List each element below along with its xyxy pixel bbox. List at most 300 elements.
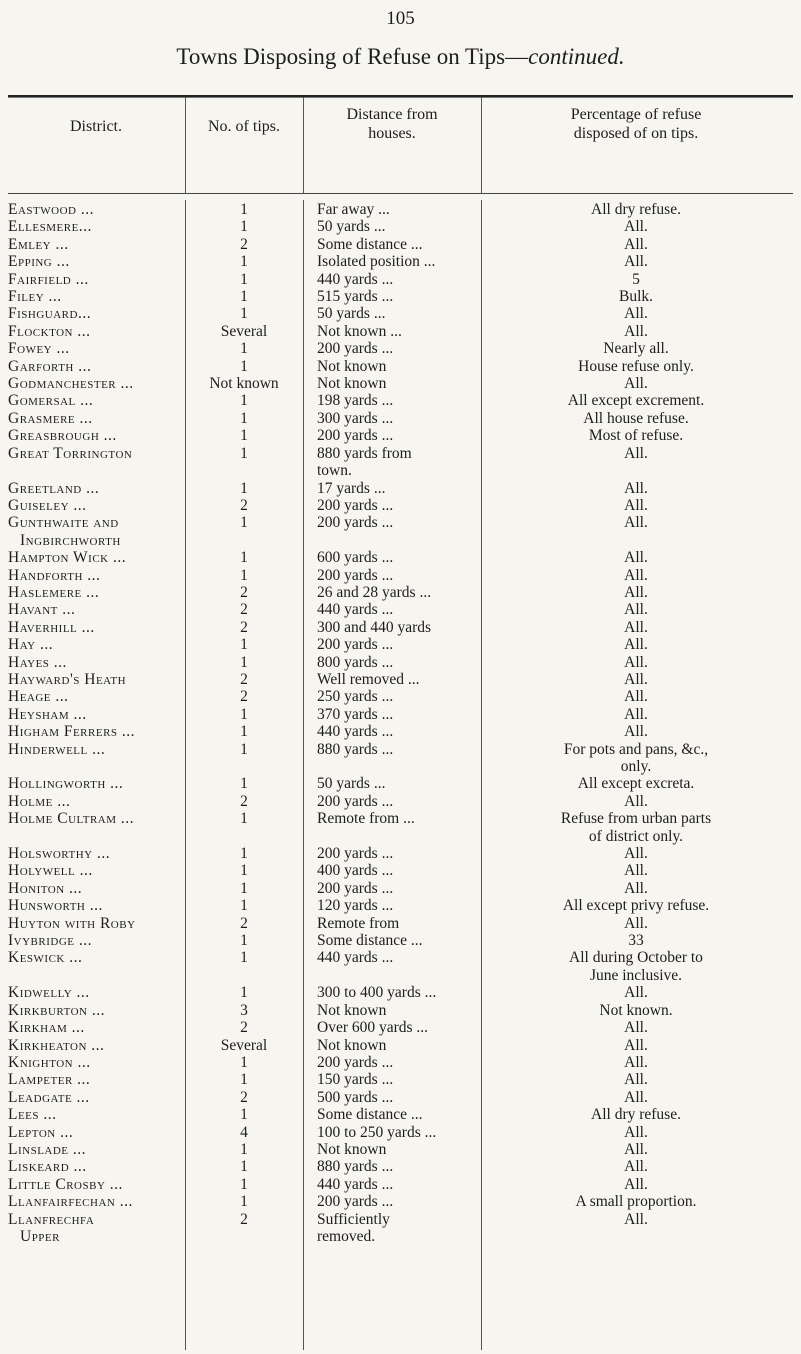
distance-cell (303, 288, 481, 305)
district-cell-line: Lees ... (8, 1106, 57, 1124)
tips-cell: 2 (240, 496, 248, 514)
distance-cell-line: Some distance ... (317, 1106, 423, 1124)
percentage-cell-line: All. (624, 670, 648, 688)
page-number: 105 (386, 8, 415, 29)
percentage-cell (481, 1176, 791, 1193)
percentage-cell-line: All. (624, 253, 648, 271)
percentage-cell-line: All. (624, 705, 648, 723)
percentage-cell (481, 497, 791, 514)
table-row (0, 253, 801, 270)
table-row (0, 305, 801, 322)
percentage-cell-line: All. (624, 688, 648, 706)
district-cell (0, 706, 185, 723)
distance-cell-line: 300 and 440 yards (317, 618, 432, 636)
header-distance (303, 105, 481, 143)
table-body (0, 201, 801, 1245)
tips-cell: 1 (240, 705, 248, 723)
district-cell-line: Flockton ... (8, 322, 91, 340)
percentage-cell-line: All during October to (569, 949, 703, 967)
distance-cell-line: 100 to 250 yards ... (317, 1123, 437, 1141)
table-row (0, 201, 801, 218)
percentage-cell-line: All. (624, 322, 648, 340)
table-row (0, 862, 801, 879)
district-cell-line: Haslemere ... (8, 583, 100, 601)
percentage-cell (481, 288, 791, 305)
table-row (0, 1176, 801, 1193)
tips-cell: 1 (240, 775, 248, 793)
percentage-cell (481, 1158, 791, 1175)
tips-cell: 1 (240, 845, 248, 863)
district-cell-line: Hay ... (8, 636, 54, 654)
district-cell-line: Hayward's Heath (8, 670, 127, 688)
percentage-cell-line: All. (624, 1123, 648, 1141)
percentage-cell-line: of district only. (588, 827, 684, 845)
district-cell (0, 1211, 185, 1246)
percentage-cell-line: All. (624, 792, 648, 810)
distance-cell (303, 1019, 481, 1036)
distance-cell (303, 984, 481, 1001)
table-row (0, 723, 801, 740)
district-cell-line: Holme Cultram ... (8, 810, 135, 828)
distance-cell-line: 200 yards ... (317, 636, 394, 654)
district-cell-line: Heysham ... (8, 705, 87, 723)
tips-cell: Several (220, 1036, 268, 1054)
district-cell-line: Hunsworth ... (8, 897, 103, 915)
table-row (0, 1089, 801, 1106)
table-row (0, 288, 801, 305)
tips-cell: 1 (240, 253, 248, 271)
distance-cell-line: 50 yards ... (317, 775, 386, 793)
table-row (0, 567, 801, 584)
district-cell (0, 723, 185, 740)
percentage-cell (481, 706, 791, 723)
table-row (0, 1037, 801, 1054)
tips-cell: 1 (240, 984, 248, 1002)
tips-cell: 1 (240, 862, 248, 880)
district-cell (0, 984, 185, 1001)
distance-cell (303, 323, 481, 340)
distance-cell-line: 400 yards ... (317, 862, 394, 880)
district-cell-line: Llanfrechfa (8, 1210, 95, 1228)
tips-cell: 1 (240, 549, 248, 567)
district-cell-line: Filey ... (8, 288, 62, 306)
distance-cell (303, 741, 481, 776)
percentage-cell-line: 33 (628, 932, 644, 950)
distance-cell (303, 1176, 481, 1193)
tips-cell: 2 (240, 914, 248, 932)
district-cell (0, 1106, 185, 1123)
district-cell-line: Godmanchester ... (8, 375, 134, 393)
district-cell (0, 636, 185, 653)
distance-cell-line: 26 and 28 yards ... (317, 583, 432, 601)
percentage-cell (481, 480, 791, 497)
percentage-cell (481, 949, 791, 984)
percentage-cell-line: All. (624, 984, 648, 1002)
table-row (0, 480, 801, 497)
tips-cell: 1 (240, 723, 248, 741)
district-cell (0, 427, 185, 444)
percentage-cell-line: All. (624, 653, 648, 671)
percentage-cell-line: Bulk. (618, 288, 654, 306)
distance-cell (303, 271, 481, 288)
district-cell (0, 584, 185, 601)
header-divider (303, 97, 304, 193)
percentage-cell (481, 793, 791, 810)
percentage-cell (481, 654, 791, 671)
tips-cell: 1 (240, 479, 248, 497)
district-cell-line: Gomersal ... (8, 392, 94, 410)
percentage-cell (481, 253, 791, 270)
tips-cell: 1 (240, 444, 248, 462)
percentage-cell (481, 915, 791, 932)
percentage-cell (481, 810, 791, 845)
distance-cell-line: 200 yards ... (317, 879, 394, 897)
header-rule (8, 193, 793, 194)
tips-cell: 1 (240, 305, 248, 323)
distance-cell (303, 1037, 481, 1054)
table-row (0, 1106, 801, 1123)
distance-cell-line: 300 yards ... (317, 409, 394, 427)
tips-cell: 1 (240, 949, 248, 967)
percentage-cell-line: All. (624, 235, 648, 253)
distance-cell-line: 17 yards ... (317, 479, 386, 497)
district-cell (0, 392, 185, 409)
table-row (0, 671, 801, 688)
tips-cell: 1 (240, 1175, 248, 1193)
tips-cell: 1 (240, 897, 248, 915)
header-distance-line2: houses. (368, 125, 416, 142)
distance-cell-line: Well removed ... (317, 670, 420, 688)
header-distance-line1: Distance from (346, 106, 438, 123)
tips-cell: 1 (240, 1158, 248, 1176)
distance-cell-line: 200 yards ... (317, 845, 394, 863)
percentage-cell (481, 984, 791, 1001)
percentage-cell-line: Not known. (599, 1001, 673, 1019)
distance-cell-line: 440 yards ... (317, 1175, 394, 1193)
district-cell-line: Fowey ... (8, 340, 70, 358)
percentage-cell (481, 410, 791, 427)
district-cell-line: Garforth ... (8, 357, 92, 375)
table-row (0, 706, 801, 723)
district-cell-line: Grasmere ... (8, 409, 93, 427)
percentage-cell (481, 1019, 791, 1036)
district-cell (0, 549, 185, 566)
tips-cell: 2 (240, 670, 248, 688)
distance-cell-line: Not known (317, 375, 387, 393)
table-row (0, 845, 801, 862)
page-title (0, 44, 801, 70)
table-row (0, 984, 801, 1001)
district-cell-line: Guiseley ... (8, 496, 87, 514)
tips-cell: 1 (240, 1140, 248, 1158)
table-row (0, 793, 801, 810)
percentage-cell-line: All house refuse. (583, 409, 689, 427)
district-cell (0, 862, 185, 879)
district-cell (0, 1071, 185, 1088)
percentage-cell-line: only. (620, 758, 652, 775)
tips-cell: 1 (240, 340, 248, 358)
district-cell-line: Havant ... (8, 601, 76, 619)
distance-cell-line: 500 yards ... (317, 1088, 394, 1106)
tips-cell: 1 (240, 409, 248, 427)
percentage-cell-line: House refuse only. (578, 357, 694, 375)
table-row (0, 1019, 801, 1036)
percentage-cell (481, 636, 791, 653)
distance-cell (303, 862, 481, 879)
distance-cell (303, 514, 481, 549)
percentage-cell (481, 305, 791, 322)
tips-cell: 1 (240, 201, 248, 218)
distance-cell (303, 932, 481, 949)
tips-cell: 4 (240, 1123, 248, 1141)
district-cell (0, 1089, 185, 1106)
percentage-cell-line: All. (624, 601, 648, 619)
header-percentage-line2: disposed of on tips. (573, 125, 699, 142)
distance-cell-line: 120 yards ... (317, 897, 394, 915)
distance-cell (303, 305, 481, 322)
percentage-cell (481, 218, 791, 235)
distance-cell (303, 619, 481, 636)
tips-cell: 1 (240, 1106, 248, 1124)
distance-cell-line: 370 yards ... (317, 705, 394, 723)
table-row (0, 654, 801, 671)
percentage-cell (481, 619, 791, 636)
percentage-cell-line: All. (624, 1088, 648, 1106)
percentage-cell (481, 1211, 791, 1246)
tips-cell: 1 (240, 636, 248, 654)
distance-cell (303, 1106, 481, 1123)
percentage-cell (481, 932, 791, 949)
percentage-cell (481, 358, 791, 375)
distance-cell-line: Some distance ... (317, 932, 423, 950)
district-cell-line: Eastwood ... (8, 201, 94, 218)
percentage-cell (481, 880, 791, 897)
percentage-cell (481, 201, 791, 218)
distance-cell (303, 775, 481, 792)
district-cell-line: Haverhill ... (8, 618, 95, 636)
percentage-cell-line: All. (624, 723, 648, 741)
tips-cell: 1 (240, 740, 248, 758)
header-percentage-line1: Percentage of refuse (570, 106, 702, 123)
percentage-cell-line: Nearly all. (603, 340, 669, 358)
district-cell-line: Gunthwaite and (8, 514, 119, 532)
tips-cell: 1 (240, 392, 248, 410)
district-cell-line: Liskeard ... (8, 1158, 87, 1176)
table-row (0, 775, 801, 792)
percentage-cell-line: 5 (632, 270, 640, 288)
distance-cell (303, 880, 481, 897)
percentage-cell-line: All. (624, 636, 648, 654)
percentage-cell (481, 375, 791, 392)
distance-cell (303, 1054, 481, 1071)
distance-cell-line: 50 yards ... (317, 305, 386, 323)
district-cell-line: Keswick ... (8, 949, 83, 967)
district-cell-line: Little Crosby ... (8, 1175, 123, 1193)
distance-cell-line: Isolated position ... (317, 253, 436, 271)
table-row (0, 375, 801, 392)
title-main: Towns Disposing of Refuse on Tips— (176, 44, 529, 69)
district-cell (0, 793, 185, 810)
distance-cell (303, 723, 481, 740)
distance-cell (303, 480, 481, 497)
district-cell-line: Hayes ... (8, 653, 67, 671)
table-row (0, 410, 801, 427)
tips-cell: 1 (240, 1071, 248, 1089)
percentage-cell (481, 236, 791, 253)
district-cell-line: Linslade ... (8, 1140, 87, 1158)
district-cell-line: Upper (20, 1227, 60, 1245)
percentage-cell (481, 1071, 791, 1088)
distance-cell-line: town. (317, 462, 352, 480)
distance-cell (303, 1071, 481, 1088)
tips-cell: 2 (240, 688, 248, 706)
tips-cell: 2 (240, 1210, 248, 1228)
distance-cell (303, 1141, 481, 1158)
table-row (0, 601, 801, 618)
distance-cell-line: Not known (317, 1140, 387, 1158)
percentage-cell (481, 514, 791, 549)
table-row (0, 897, 801, 914)
percentage-cell-line: For pots and pans, &c., (563, 740, 709, 758)
distance-cell-line: removed. (317, 1227, 376, 1245)
district-cell-line: Epping ... (8, 253, 70, 271)
distance-cell (303, 445, 481, 480)
tips-cell: 2 (240, 1088, 248, 1106)
district-cell (0, 497, 185, 514)
distance-cell-line: Not known (317, 1036, 387, 1054)
distance-cell (303, 253, 481, 270)
district-cell-line: Hinderwell ... (8, 740, 106, 758)
tips-cell: 2 (240, 792, 248, 810)
distance-cell (303, 845, 481, 862)
distance-cell (303, 410, 481, 427)
tips-cell: 2 (240, 601, 248, 619)
district-cell-line: Kirkburton ... (8, 1001, 106, 1019)
percentage-cell-line: All. (624, 1175, 648, 1193)
distance-cell (303, 601, 481, 618)
distance-cell (303, 1002, 481, 1019)
district-cell (0, 288, 185, 305)
table-row (0, 514, 801, 549)
tips-cell: 2 (240, 583, 248, 601)
distance-cell-line: 880 yards ... (317, 1158, 394, 1176)
district-cell (0, 1193, 185, 1210)
distance-cell (303, 567, 481, 584)
distance-cell-line: 440 yards ... (317, 723, 394, 741)
table-row (0, 323, 801, 340)
district-cell-line: Fishguard... (8, 305, 92, 323)
tips-cell: 1 (240, 514, 248, 532)
percentage-cell (481, 392, 791, 409)
distance-cell (303, 549, 481, 566)
tips-cell: 1 (240, 288, 248, 306)
district-cell (0, 340, 185, 357)
table-row (0, 427, 801, 444)
district-cell-line: Leadgate ... (8, 1088, 90, 1106)
percentage-cell-line: All. (624, 479, 648, 497)
district-cell (0, 741, 185, 776)
district-cell-line: Huyton with Roby (8, 914, 136, 932)
tips-cell: 1 (240, 427, 248, 445)
percentage-cell-line: All. (624, 514, 648, 532)
percentage-cell-line: All. (624, 914, 648, 932)
table-top-rule (8, 95, 793, 98)
district-cell (0, 323, 185, 340)
percentage-cell (481, 427, 791, 444)
percentage-cell-line: All dry refuse. (591, 201, 681, 218)
distance-cell (303, 810, 481, 845)
distance-cell (303, 897, 481, 914)
table-row (0, 1158, 801, 1175)
percentage-cell (481, 1054, 791, 1071)
table-row (0, 880, 801, 897)
table-row (0, 392, 801, 409)
district-cell-line: Holme ... (8, 792, 71, 810)
table-row (0, 1002, 801, 1019)
percentage-cell-line: All. (624, 1036, 648, 1054)
tips-cell: Several (220, 322, 268, 340)
percentage-cell (481, 340, 791, 357)
table-row (0, 932, 801, 949)
tips-cell: 2 (240, 1019, 248, 1037)
district-cell-line: Lampeter ... (8, 1071, 91, 1089)
percentage-cell (481, 1141, 791, 1158)
percentage-cell (481, 1106, 791, 1123)
percentage-cell (481, 601, 791, 618)
percentage-cell (481, 271, 791, 288)
district-cell-line: Great Torrington (8, 444, 133, 462)
district-cell (0, 514, 185, 549)
distance-cell-line: 800 yards ... (317, 653, 394, 671)
title-continued: continued. (528, 44, 625, 69)
distance-cell-line: 200 yards ... (317, 496, 394, 514)
distance-cell-line: 200 yards ... (317, 566, 394, 584)
district-cell (0, 1054, 185, 1071)
district-cell (0, 880, 185, 897)
district-cell (0, 305, 185, 322)
distance-cell-line: 440 yards ... (317, 601, 394, 619)
distance-cell-line: 440 yards ... (317, 270, 394, 288)
district-cell-line: Ivybridge ... (8, 932, 92, 950)
distance-cell (303, 1211, 481, 1246)
percentage-cell (481, 862, 791, 879)
distance-cell-line: 440 yards ... (317, 949, 394, 967)
percentage-cell (481, 567, 791, 584)
percentage-cell (481, 549, 791, 566)
distance-cell-line: Over 600 yards ... (317, 1019, 429, 1037)
district-cell-line: Greasbrough ... (8, 427, 117, 445)
tips-cell: 1 (240, 879, 248, 897)
district-cell-line: Kirkham ... (8, 1019, 85, 1037)
percentage-cell-line: All dry refuse. (591, 1106, 681, 1124)
percentage-cell-line: All. (624, 444, 648, 462)
district-cell (0, 236, 185, 253)
district-cell-line: Greetland ... (8, 479, 100, 497)
tips-cell: 1 (240, 218, 248, 236)
percentage-cell (481, 845, 791, 862)
percentage-cell (481, 445, 791, 480)
district-cell-line: Hollingworth ... (8, 775, 124, 793)
district-cell (0, 845, 185, 862)
table-row (0, 741, 801, 776)
percentage-cell-line: June inclusive. (589, 966, 683, 984)
percentage-cell (481, 1193, 791, 1210)
distance-cell (303, 392, 481, 409)
district-cell (0, 201, 185, 218)
tips-cell: 2 (240, 618, 248, 636)
distance-cell (303, 1193, 481, 1210)
distance-cell-line: 200 yards ... (317, 1193, 394, 1211)
